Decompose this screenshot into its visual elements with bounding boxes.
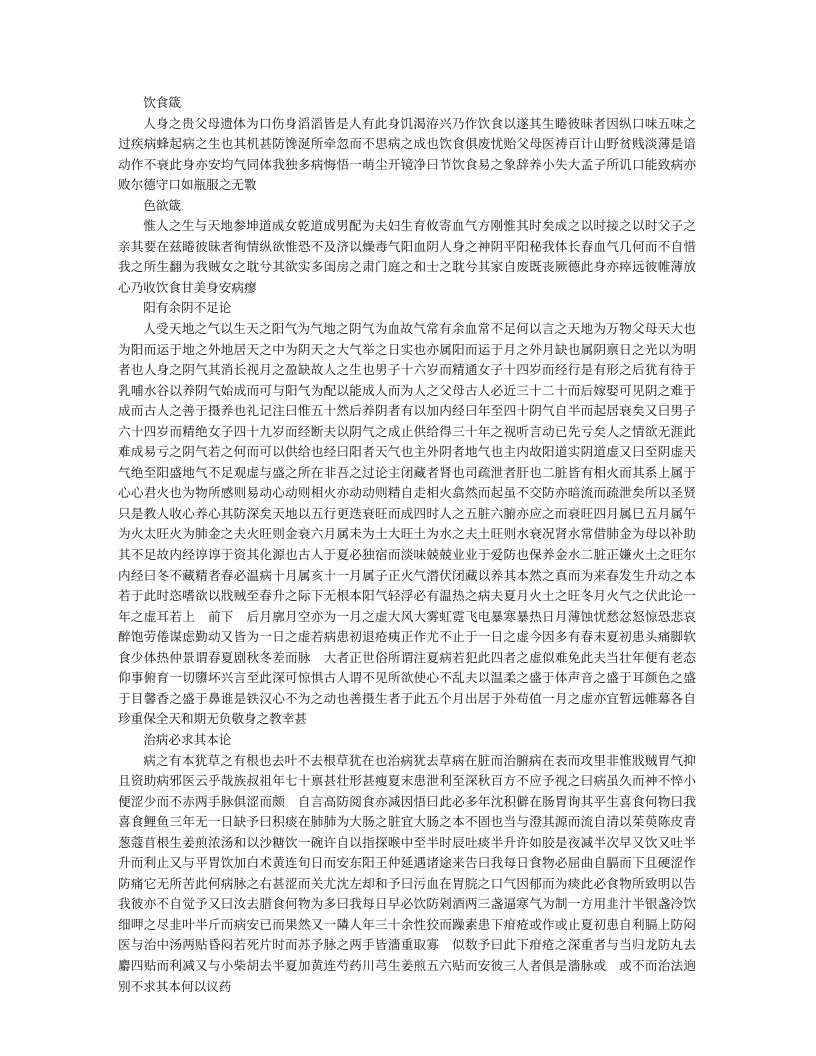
section-title-desire-admonition: 色欲箴 <box>143 197 181 213</box>
document-page <box>118 93 696 997</box>
paragraph-desire-admonition: 惟人之生与天地参坤道成女乾道成男配为夫妇生育攸寄血气方刚惟其时矣成之以时接之以时父子之亲其要在兹睠彼昧者徇情纵欲惟恐不及济以燥毒气阳血阴人身之神阴平阳秘我体长春血气几何而不自惜我之所生翻为我贼女之耽兮其欲实多闺房之肃门庭之和士之耽兮其家自废既丧厥德此身亦瘁远彼帷薄放心乃收饮食甘美身安病瘳 <box>118 218 696 295</box>
paragraph-yang-excess-yin-deficiency: 人受天地之气以生天之阳气为气地之阴气为血故气常有余血常不足何以言之天地为万物父母天大也为阳而运于地之外地居天之中为阴天之大气举之日实也亦属阳而运于月之外月缺也属阴禀日之光以为明者也人身之阴气其消长视月之盈缺故人之生也男子十六岁而精通女子十四岁而经行是有形之后犹有待于乳哺水谷以养阴气始成而可与阳气为配以能成人而为人之父母古人必近三十二十而后嫁娶可见阴之难于成而古人之善于摄养也礼记注曰惟五十然后养阴者有以加内经曰年至四十阴气自半而起居衰矣又曰男子六十四岁而精绝女子四十九岁而经断夫以阴气之成止供给得三十年之视听言动已先亏矣人之情欲无涯此难成易亏之阴气若之何而可以供给也经曰阳者天气也主外阴者地气也主内故阳道实阴道虚又曰至阴虚天气绝至阳盛地气不足观虚与盛之所在非吾之过论主闭藏者肾也司疏泄者肝也二脏皆有相火而其系上属于心心君火也为物所感则易动心动则相火亦动动则精自走相火翕然而起虽不交防亦暗流而疏泄矣所以圣贤只是教人收心养心其防深矣天地以五行更迭衰旺而成四时人之五脏六腑亦应之而衰旺四月属巳五月属午为火太旺火为肺金之夫火旺则金衰六月属未为土大旺土为水之夫土旺则水衰况肾水常借肺金为母以补助其不足故内经谆谆于资其化源也古人于夏必独宿而淡味兢兢业业于爱防也保养金水二脏正嫌火土之旺尔内经曰冬不藏精者春必温病十月属亥十一月属子正火气潜伏闭藏以养其本然之真而为来春发生升动之本若于此时恣嗜欲以戕贼至春升之际下无根本阳气轻浮必有温热之病夫夏月火土之旺冬月火气之伏此论一年之虚耳若上 前下 后月廓月空亦为一月之虚大风大雾虹霓飞电暴寒暴热日月薄蚀忧愁忿怒惊恐悲哀醉饱劳倦谋虑勤动又皆为一日之虚若病患初退疮痍正作尤不止于一日之虚今因多有春末夏初患头痛脚软食少体热仲景谓春夏剧秋冬差而脉 大者正世俗所谓注夏病若犯此四者之虚似难免此夫当壮年便有老态仰事俯育一切隳坏兴言至此深可惊惧古人谓不见所欲使心不乱夫以温柔之盛于体声音之盛于耳颜色之盛于目馨香之盛于鼻谁是铁汉心不为之动也善摄生者于此五个月出居于外苟值一月之虚亦宜暂远帷幕各自珍重保全天和期无负敬身之教幸甚 <box>118 321 696 727</box>
section-title-yang-excess-yin-deficiency: 阳有余阴不足论 <box>143 300 232 316</box>
paragraph-diet-admonition: 人身之贵父母遗体为口伤身滔滔皆是人有此身饥渴洊兴乃作饮食以遂其生睠彼昧者因纵口味五味之过疾病蜂起病之生也其机甚防馋涎所牵忽而不思病之成也饮食俱废忧贻父母医祷百计山野贫贱淡薄是谙动作不衰此身亦安均气同体我独多病悔悟一萌尘开镜净曰节饮食易之象辞养小失大孟子所讥口能致病亦败尔德守口如瓶服之无斁 <box>118 115 696 193</box>
section-title-diet-admonition: 饮食箴 <box>143 95 181 110</box>
section-title-treat-root: 治病必求其本论 <box>143 731 232 747</box>
paragraph-treat-root: 病之有本犹草之有根也去叶不去根草犹在也治病犹去草病在脏而治腑病在表而攻里非惟戕贼胃气抑且资助病邪医云乎哉族叔祖年七十禀甚壮形甚瘦夏末患泄利至深秋百方不应予视之曰病虽久而神不悴小便涩少而不赤两手脉俱涩而颇 自言高防阅食亦减因悟曰此必多年沈积僻在肠胃询其平生喜食何物曰我喜食鲤鱼三年无一日缺予曰积痰在肺肺为大肠之脏宜大肠之本不固也当与澄其源而流自清以茱萸陈皮青葱蔻苜根生姜煎浓汤和以沙糖饮一碗许自以指探喉中至半时辰吐痰半升许如胶是夜减半次早又饮又吐半升而利止又与平胃饮加白术黄连旬日而安东阳王仲延遇诸途来告曰我每日食物必屈曲自膈而下且硬涩作防痛它无所苦此何病脉之右甚涩而关尤沈左却和予曰污血在胃脘之口气因郁而为痰此必食物所致明以告我彼亦不自觉予又曰汝去腊食何物为多曰我每日早必饮防剁酒两三盏逼寒气为制一方用韭汁半银盏冷饮细呷之尽韭叶半斤而病安已而果然又一隣人年三十余性狡而躁素患下疳疮或作或止夏初患自利膈上防闷医与治中汤两贴昏闷若死片时而苏予脉之两手皆濇重取寡 似数予曰此下疳疮之深重者与当归龙防丸去麝四贴而利减又与小柴胡去半夏加黄连芍药川芎生姜煎五六贴而安彼三人者俱是濇脉或 或不而治法逈别不求其本何以议药 <box>118 752 696 994</box>
